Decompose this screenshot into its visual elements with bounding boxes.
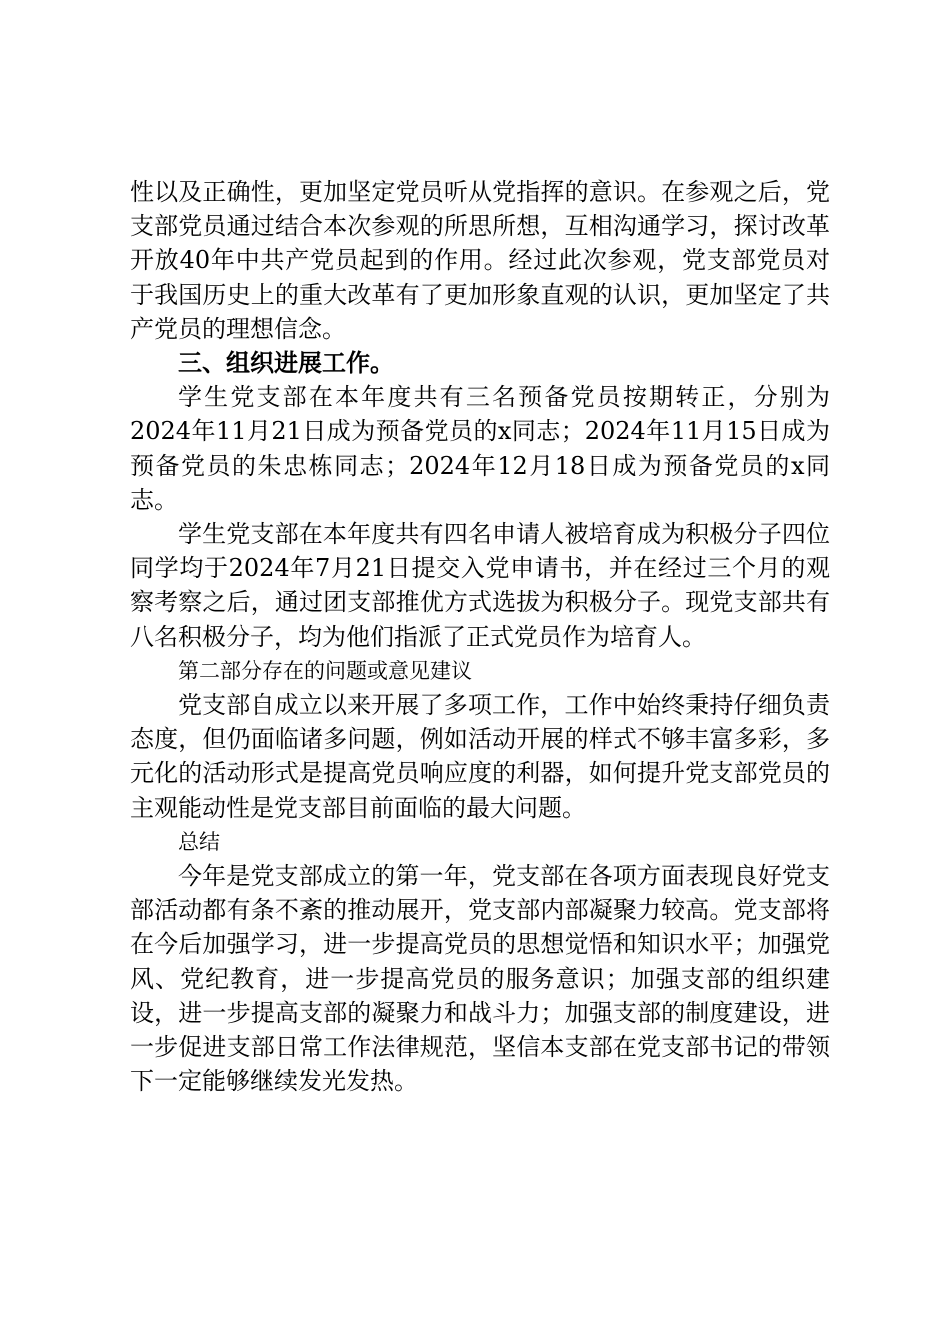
paragraph-probationary-members: 学生党支部在本年度共有三名预备党员按期转正，分别为2024年11月21日成为预备党员的x同志；2024年11月15日成为预备党员的朱忠栋同志；2024年12月18日成为预备党员的x同志。 (130, 383, 830, 514)
paragraph-activists: 学生党支部在本年度共有四名申请人被培育成为积极分子四位同学均于2024年7月21日提交入党申请书，并在经过三个月的观察考察之后，通过团支部推优方式选拔为积极分子。现党支部共有八名积极分子，均为他们指派了正式党员作为培育人。 (130, 520, 830, 651)
section-heading-organization: 三、组织进展工作。 (178, 348, 394, 378)
paragraph-summary: 今年是党支部成立的第一年，党支部在各项方面表现良好党支部活动都有条不紊的推动展开，党支部内部凝聚力较高。党支部将在今后加强学习，进一步提高党员的思想觉悟和知识水平；加强党风、党纪教育，进一步提高党员的服务意识；加强支部的组织建设，进一步提高支部的凝聚力和战斗力；加强支部的制度建设，进一步促进支部日常工作法律规范，坚信本支部在党支部书记的带领下一定能够继续发光发热。 (130, 862, 830, 1096)
paragraph-visit-reflection: 性以及正确性，更加坚定党员听从党指挥的意识。在参观之后，党支部党员通过结合本次参观的所思所想，互相沟通学习，探讨改革开放40年中共产党员起到的作用。经过此次参观，党支部党员对于我国历史上的重大改革有了更加形象直观的认识，更加坚定了共产党员的理想信念。 (130, 178, 830, 343)
document-page (130, 175, 830, 1098)
section-heading-part-two: 第二部分存在的问题或意见建议 (178, 658, 472, 683)
paragraph-problems: 党支部自成立以来开展了多项工作，工作中始终秉持仔细负责态度，但仍面临诸多问题，例如活动开展的样式不够丰富多彩，多元化的活动形式是提高党员响应度的利器，如何提升党支部党员的主观能动性是党支部目前面临的最大问题。 (130, 691, 830, 822)
section-heading-summary: 总结 (178, 829, 220, 854)
